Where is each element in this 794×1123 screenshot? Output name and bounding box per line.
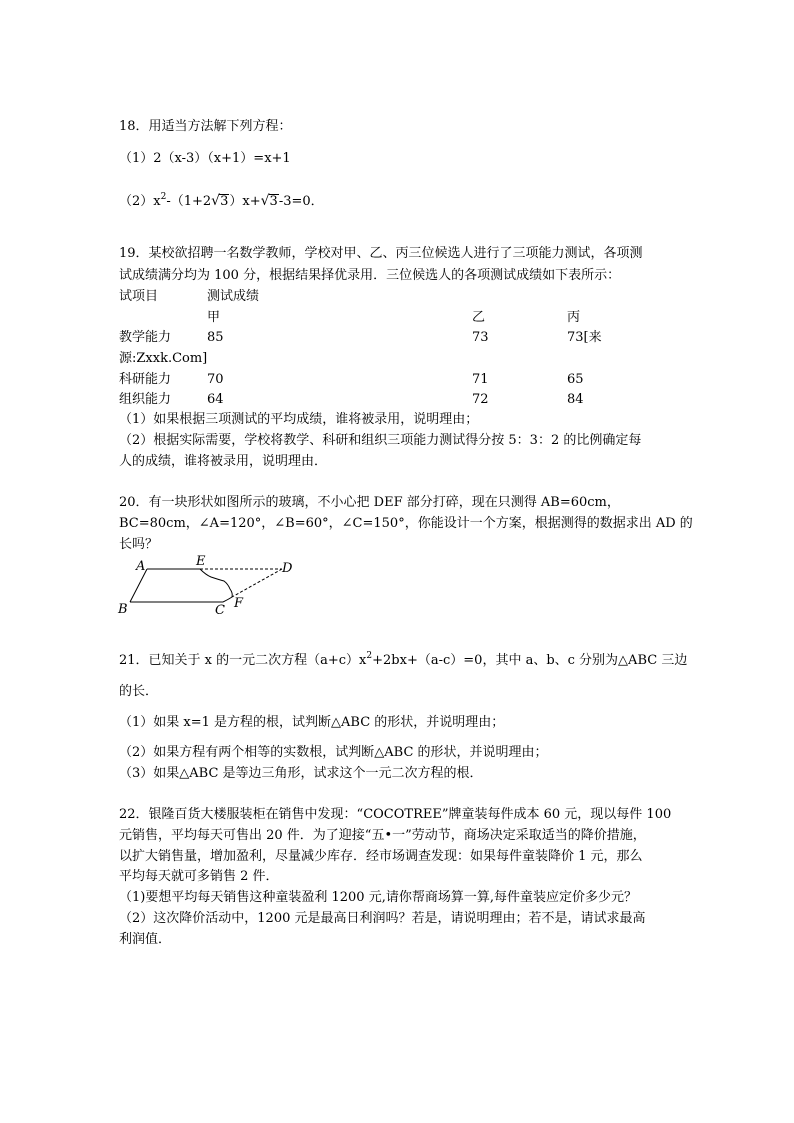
q21-line2: 的长． (119, 684, 159, 699)
q18-part2-exponent: 2 (160, 192, 167, 202)
q19-line1: 19．某校欲招聘一名数学教师，学校对甲、乙、丙三位候选人进行了三项能力测试，各项测 (119, 246, 643, 261)
q21-line1 (119, 653, 687, 670)
q19-part2-line1: （2）根据实际需要，学校将教学、科研和组织三项能力测试得分按 5：3：2 的比例确定每 (119, 433, 642, 448)
table-row-organize-yi: 72 (472, 392, 489, 407)
table-row-organize-jia: 64 (207, 392, 224, 407)
edge-df-dashed (232, 569, 282, 597)
table-row-research-jia: 70 (207, 372, 224, 387)
label-f: F (234, 596, 244, 611)
table-row-teaching-bing: 73[来 (567, 330, 602, 345)
table-row-research-yi: 71 (472, 372, 489, 387)
table-header-bing: 丙 (567, 310, 581, 325)
q22-line3: 以扩大销售量，增加盈利，尽量减少库存．经市场调查发现：如果每件童装降价 1 元，那么 (119, 849, 643, 864)
q22-part2-line2: 利润值． (119, 932, 172, 947)
q21-part2: （2）如果方程有两个相等的实数根，试判断△ABC 的形状，并说明理由； (119, 745, 548, 760)
q20-line1: 20．有一块形状如图所示的玻璃，不小心把 DEF 部分打碎，现在只测得 AB=60cm， (119, 495, 620, 510)
q18-part2-b: -（1+2 (166, 194, 212, 209)
table-row-organize-name: 组织能力 (119, 392, 172, 407)
label-b: B (118, 602, 128, 617)
label-e: E (196, 554, 206, 569)
q19-part2-line2: 人的成绩，谁将被录用，说明理由． (119, 454, 328, 469)
table-row-teaching-name: 教学能力 (119, 330, 172, 345)
table-header-score: 测试成绩 (207, 289, 260, 304)
q22-part1: （1)要想平均每天销售这种童装盈利 1200 元,请你帮商场算一算,每件童装应定价多少元？ (119, 890, 637, 905)
q21-part3: （3）如果△ABC 是等边三角形，试求这个一元二次方程的根． (119, 766, 483, 781)
q21-exponent: 2 (366, 651, 373, 661)
label-d: D (282, 561, 293, 576)
table-header-item: 试项目 (119, 289, 159, 304)
table-header-jia: 甲 (207, 310, 221, 325)
table-row-teaching-jia: 85 (207, 330, 224, 345)
table-row-research-name: 科研能力 (119, 372, 172, 387)
sqrt-symbol: √ (211, 193, 221, 209)
label-c: C (215, 603, 225, 618)
table-header-yi: 乙 (472, 310, 486, 325)
q22-part2-line1: （2）这次降价活动中，1200 元是最高日利润吗？若是，请说明理由；若不是，请试求最高 (119, 911, 646, 926)
q18-part2 (119, 193, 324, 211)
table-row-research-bing: 65 (567, 372, 584, 387)
table-row-teaching-yi: 73 (472, 330, 489, 345)
q18-part2-radicand1: 3 (220, 194, 229, 209)
q18-part1: （1）2（x-3）（x+1）=x+1 (119, 151, 291, 166)
q22-line1: 22．银隆百货大楼服装柜在销售中发现：“COCOTREE”牌童装每件成本 60 元，现以每件 100 (119, 807, 672, 822)
q21-part1: （1）如果 x=1 是方程的根，试判断△ABC 的形状，并说明理由； (119, 715, 505, 730)
q22-line4: 平均每天就可多销售 2 件． (119, 869, 279, 884)
q21-line1-a: 21．已知关于 x 的一元二次方程（a+c）x (119, 653, 367, 668)
q18-part2-d: -3=0． (278, 194, 324, 209)
q19-line2: 试成绩满分均为 100 分，根据结果择优录用．三位候选人的各项测试成绩如下表所示： (119, 268, 621, 283)
glass-figure (110, 553, 310, 619)
q20-line2: BC=80cm，∠A=120°，∠B=60°，∠C=150°，你能设计一个方案，根据测得的数据求出 AD 的 (119, 516, 693, 531)
q21-line1-b: +2bx+（a-c）=0，其中 a、b、c 分别为△ABC 三边 (372, 653, 688, 668)
q19-part1: （1）如果根据三项测试的平均成绩，谁将被录用，说明理由； (119, 412, 479, 427)
label-a: A (136, 559, 146, 574)
q18-part2-radicand2: 3 (269, 194, 278, 209)
q18-title: 18．用适当方法解下列方程： (119, 119, 292, 134)
q18-part2-a: （2）x (119, 194, 161, 209)
q20-line3: 长吗？ (119, 537, 159, 552)
table-row-teaching-wrap: 源:Zxxk.Com] (119, 351, 208, 366)
q18-part2-c: ）x+ (229, 194, 261, 209)
broken-edge (200, 569, 232, 602)
table-row-organize-bing: 84 (567, 392, 584, 407)
sqrt-symbol: √ (260, 193, 270, 209)
q22-line2: 元销售，平均每天可售出 20 件．为了迎接“五•一”劳动节，商场决定采取适当的降价措施， (119, 828, 646, 843)
